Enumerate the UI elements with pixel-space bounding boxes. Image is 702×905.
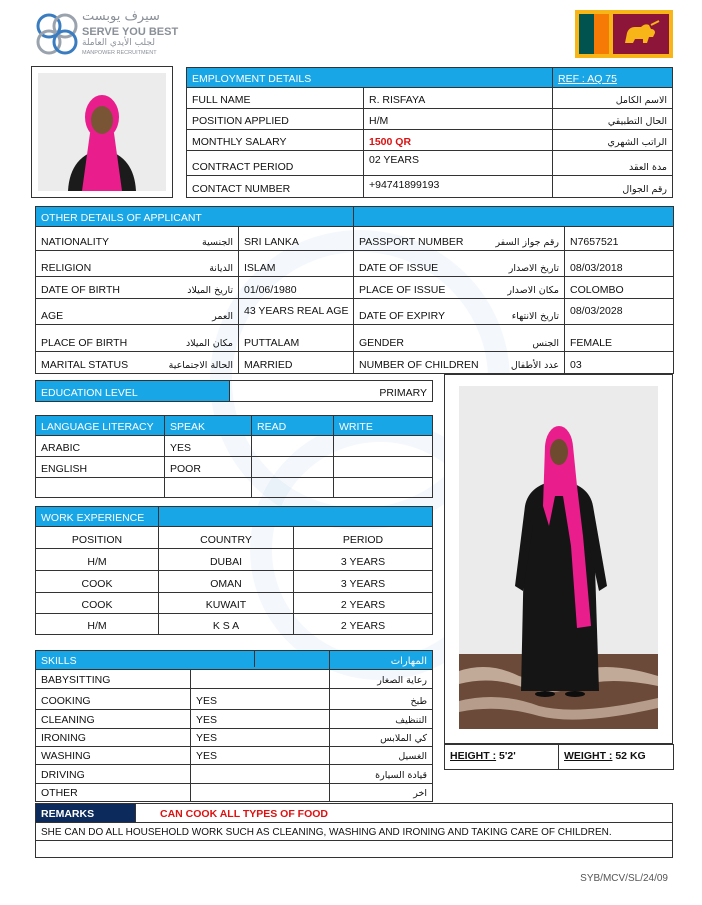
language-cell bbox=[334, 478, 433, 498]
position-applied-arabic: الحال التطبيقي bbox=[553, 109, 673, 130]
full-name-value: R. RISFAYA bbox=[364, 88, 553, 109]
skill-name: BABYSITTING bbox=[36, 670, 191, 689]
skills-title: SKILLS bbox=[36, 651, 330, 670]
skills-arabic-title: المهارات bbox=[330, 651, 433, 670]
work-experience-title: WORK EXPERIENCE bbox=[36, 507, 159, 527]
position-applied-value: H/M bbox=[364, 109, 553, 130]
marital-status-label: MARITAL STATUS الحالة الاجتماعية bbox=[36, 352, 239, 374]
skill-arabic: التنظيف bbox=[330, 710, 433, 729]
place-of-issue-label: PLACE OF ISSUE مكان الاصدار bbox=[354, 277, 565, 299]
language-cell bbox=[252, 478, 334, 498]
brand-arabic-sub: لجلب الأيدي العاملة bbox=[82, 38, 155, 48]
skill-arabic: قيادة السيارة bbox=[330, 765, 433, 784]
education-level-value: PRIMARY bbox=[230, 381, 433, 402]
skills-table bbox=[35, 650, 433, 802]
age-label: AGE العمر bbox=[36, 299, 239, 325]
work-cell: OMAN bbox=[159, 571, 294, 593]
date-of-expiry-label: DATE OF EXPIRY تاريخ الانتهاء bbox=[354, 299, 565, 325]
remarks-empty-row bbox=[36, 841, 673, 858]
work-cell: H/M bbox=[36, 549, 159, 571]
skill-value: YES bbox=[191, 689, 330, 710]
skill-value: YES bbox=[191, 729, 330, 747]
skill-arabic: طبخ bbox=[330, 689, 433, 710]
contract-period-label: CONTRACT PERIOD bbox=[187, 151, 364, 176]
height-field: HEIGHT : 5'2' bbox=[445, 745, 559, 770]
work-cell: COOK bbox=[36, 571, 159, 593]
passport-number-value: N7657521 bbox=[565, 227, 674, 251]
place-of-issue-value: COLOMBO bbox=[565, 277, 674, 299]
full-body-figure-icon bbox=[459, 386, 658, 729]
language-header-read: READ bbox=[252, 416, 334, 436]
full-name-label: FULL NAME bbox=[187, 88, 364, 109]
weight-field: WEIGHT : 52 KG bbox=[559, 745, 674, 770]
work-cell: 2 YEARS bbox=[294, 614, 433, 635]
skill-name: IRONING bbox=[36, 729, 191, 747]
religion-value: ISLAM bbox=[239, 251, 354, 277]
gender-label: GENDER الجنس bbox=[354, 325, 565, 352]
other-details-table bbox=[35, 206, 674, 374]
number-of-children-label: NUMBER OF CHILDREN عدد الأطفال bbox=[354, 352, 565, 374]
brand-sub: MANPOWER RECRUITMENT bbox=[82, 50, 157, 56]
applicant-full-body-photo bbox=[444, 374, 673, 744]
language-cell bbox=[252, 436, 334, 457]
skill-arabic: اخر bbox=[330, 784, 433, 802]
number-of-children-value: 03 bbox=[565, 352, 674, 374]
date-of-issue-value: 08/03/2018 bbox=[565, 251, 674, 277]
contact-number-label: CONTACT NUMBER bbox=[187, 176, 364, 198]
logo-mark-icon bbox=[34, 11, 80, 57]
ref-number: REF : AQ 75 bbox=[553, 68, 673, 88]
contract-period-value: 02 YEARS bbox=[364, 151, 553, 176]
full-name-arabic: الاسم الكامل bbox=[553, 88, 673, 109]
work-cell: 3 YEARS bbox=[294, 571, 433, 593]
education-level-label: EDUCATION LEVEL bbox=[36, 381, 230, 402]
skill-value bbox=[191, 765, 330, 784]
remarks-text: SHE CAN DO ALL HOUSEHOLD WORK SUCH AS CLEANING, WASHING AND IRONING AND TAKING CARE OF CHILDREN. bbox=[36, 823, 673, 841]
date-of-issue-label: DATE OF ISSUE تاريخ الاصدار bbox=[354, 251, 565, 277]
nationality-label: NATIONALITY الجنسية bbox=[36, 227, 239, 251]
work-cell: COOK bbox=[36, 593, 159, 614]
age-value: 43 YEARS REAL AGE bbox=[239, 299, 354, 325]
work-header-country: COUNTRY bbox=[159, 527, 294, 549]
work-cell: DUBAI bbox=[159, 549, 294, 571]
language-cell bbox=[165, 478, 252, 498]
skill-arabic: كي الملابس bbox=[330, 729, 433, 747]
skill-name: OTHER bbox=[36, 784, 191, 802]
monthly-salary-label: MONTHLY SALARY bbox=[187, 130, 364, 151]
language-cell bbox=[36, 478, 165, 498]
contract-period-arabic: مدة العقد bbox=[553, 151, 673, 176]
language-header-speak: SPEAK bbox=[165, 416, 252, 436]
remarks-table bbox=[35, 803, 673, 858]
skill-name: CLEANING bbox=[36, 710, 191, 729]
place-of-birth-value: PUTTALAM bbox=[239, 325, 354, 352]
applicant-portrait-photo bbox=[31, 66, 173, 198]
work-experience-header-blank bbox=[159, 507, 433, 527]
employment-details-title: EMPLOYMENT DETAILS bbox=[187, 68, 553, 88]
place-of-birth-label: PLACE OF BIRTH مكان الميلاد bbox=[36, 325, 239, 352]
language-literacy-table bbox=[35, 415, 433, 498]
work-cell: H/M bbox=[36, 614, 159, 635]
employment-details-table bbox=[186, 67, 673, 198]
other-details-header-blank bbox=[354, 207, 674, 227]
language-cell: YES bbox=[165, 436, 252, 457]
contact-number-value: +94741899193 bbox=[364, 176, 553, 198]
skill-name: WASHING bbox=[36, 747, 191, 765]
work-cell: 3 YEARS bbox=[294, 549, 433, 571]
remarks-label: REMARKS bbox=[36, 804, 136, 823]
work-experience-table bbox=[35, 506, 433, 635]
passport-number-label: PASSPORT NUMBER رقم جواز السفر bbox=[354, 227, 565, 251]
skill-value: YES bbox=[191, 747, 330, 765]
marital-status-value: MARRIED bbox=[239, 352, 354, 374]
language-cell bbox=[334, 436, 433, 457]
position-applied-label: POSITION APPLIED bbox=[187, 109, 364, 130]
date-of-expiry-value: 08/03/2028 bbox=[565, 299, 674, 325]
work-header-period: PERIOD bbox=[294, 527, 433, 549]
skill-value: YES bbox=[191, 710, 330, 729]
work-header-position: POSITION bbox=[36, 527, 159, 549]
skill-name: DRIVING bbox=[36, 765, 191, 784]
height-weight-table bbox=[444, 744, 674, 770]
height-value: 5'2' bbox=[499, 750, 516, 762]
skill-value bbox=[191, 784, 330, 802]
language-cell: ENGLISH bbox=[36, 457, 165, 478]
nationality-value: SRI LANKA bbox=[239, 227, 354, 251]
work-cell: 2 YEARS bbox=[294, 593, 433, 614]
brand-arabic-name: سيرف يوبست bbox=[82, 9, 160, 24]
brand-name: SERVE YOU BEST bbox=[82, 26, 179, 38]
education-table bbox=[35, 380, 433, 402]
weight-value: 52 KG bbox=[615, 750, 646, 762]
date-of-birth-value: 01/06/1980 bbox=[239, 277, 354, 299]
language-header-literacy: LANGUAGE LITERACY bbox=[36, 416, 165, 436]
document-code: SYB/MCV/SL/24/09 bbox=[580, 873, 668, 884]
language-header-write: WRITE bbox=[334, 416, 433, 436]
skills-title-divider bbox=[254, 651, 255, 667]
religion-label: RELIGION الديانة bbox=[36, 251, 239, 277]
language-cell bbox=[252, 457, 334, 478]
skill-arabic: الغسيل bbox=[330, 747, 433, 765]
monthly-salary-arabic: الراتب الشهري bbox=[553, 130, 673, 151]
skill-name: COOKING bbox=[36, 689, 191, 710]
portrait-figure-icon bbox=[38, 73, 166, 191]
other-details-title: OTHER DETAILS OF APPLICANT bbox=[36, 207, 354, 227]
company-logo bbox=[34, 9, 184, 59]
contact-number-arabic: رقم الجوال bbox=[553, 176, 673, 198]
skill-arabic: رعاية الصغار bbox=[330, 670, 433, 689]
sri-lanka-flag-icon bbox=[575, 10, 673, 58]
monthly-salary-value: 1500 QR bbox=[364, 130, 553, 151]
work-cell: KUWAIT bbox=[159, 593, 294, 614]
language-cell: POOR bbox=[165, 457, 252, 478]
gender-value: FEMALE bbox=[565, 325, 674, 352]
skill-value bbox=[191, 670, 330, 689]
date-of-birth-label: DATE OF BIRTH تاريخ الميلاد bbox=[36, 277, 239, 299]
work-cell: K S A bbox=[159, 614, 294, 635]
language-cell bbox=[334, 457, 433, 478]
language-cell: ARABIC bbox=[36, 436, 165, 457]
remarks-highlight: CAN COOK ALL TYPES OF FOOD bbox=[136, 804, 673, 823]
